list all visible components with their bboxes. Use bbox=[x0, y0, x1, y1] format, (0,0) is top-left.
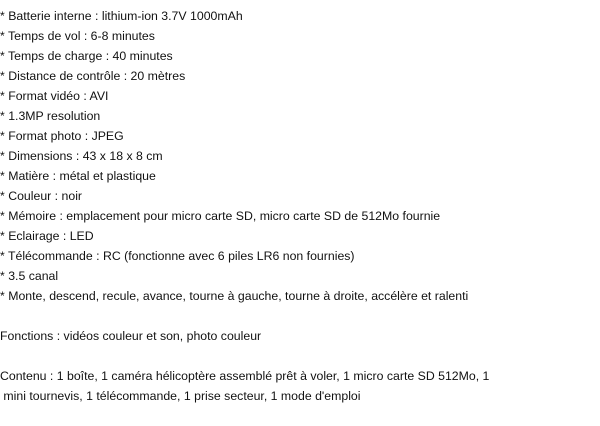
spec-photo-format: * Format photo : JPEG bbox=[0, 129, 124, 143]
spec-dimensions: * Dimensions : 43 x 18 x 8 cm bbox=[0, 149, 163, 163]
spec-material: * Matière : métal et plastique bbox=[0, 169, 156, 183]
spec-resolution: * 1.3MP resolution bbox=[0, 109, 101, 123]
contents-text bbox=[0, 366, 560, 406]
spec-color: * Couleur : noir bbox=[0, 189, 83, 203]
spec-battery: * Batterie interne : lithium-ion 3.7V 1000mAh bbox=[0, 9, 243, 23]
spec-flight-time: * Temps de vol : 6-8 minutes bbox=[0, 29, 155, 43]
spec-movements: * Monte, descend, recule, avance, tourne à gauche, tourne à droite, accélère et ralenti bbox=[0, 289, 469, 303]
spec-channels: * 3.5 canal bbox=[0, 269, 59, 283]
contents-line-1: Contenu : 1 boîte, 1 caméra hélicoptère assemblé prêt à voler, 1 micro carte SD 512Mo, 1 bbox=[0, 369, 490, 383]
spec-lighting: * Eclairage : LED bbox=[0, 229, 94, 243]
spec-control-distance: * Distance de contrôle : 20 mètres bbox=[0, 69, 186, 83]
contents-line-2: mini tournevis, 1 télécommande, 1 prise secteur, 1 mode d'emploi bbox=[0, 389, 361, 403]
spec-charge-time: * Temps de charge : 40 minutes bbox=[0, 49, 173, 63]
spec-list bbox=[0, 6, 600, 306]
spec-remote-control: * Télécommande : RC (fonctionne avec 6 piles LR6 non fournies) bbox=[0, 249, 355, 263]
spec-memory: * Mémoire : emplacement pour micro carte SD, micro carte SD de 512Mo fournie bbox=[0, 209, 441, 223]
functions-text: Fonctions : vidéos couleur et son, photo couleur bbox=[0, 329, 262, 343]
spec-video-format: * Format vidéo : AVI bbox=[0, 89, 109, 103]
